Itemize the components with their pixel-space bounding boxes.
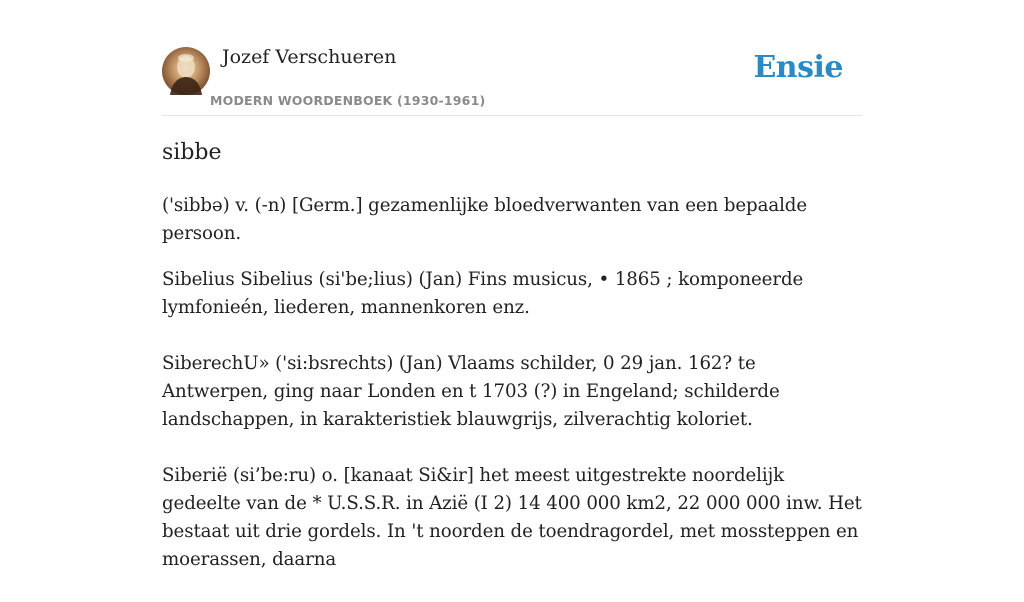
definition-text: ('sibbə) v. (-n) [Germ.] gezamenlijke bloedverwanten van een bepaalde persoon. <box>162 195 807 244</box>
author-avatar[interactable] <box>162 47 210 95</box>
header-divider <box>162 115 862 116</box>
author-portrait-icon <box>162 47 210 95</box>
source-title[interactable]: MODERN WOORDENBOEK (1930-1961) <box>210 93 486 108</box>
article-body <box>162 192 867 602</box>
entry-paragraph: Siberië (si’be:ru) o. [kanaat Si&ir] het meest uitgestrekte noordelijk gedeelte van de * U.S.S.R. in Azië (I 2) 14 400 000 km2, 22 000 000 inw. Het bestaat uit drie gordels. In 't noorden de toendragordel, met mossteppen en moerassen, daarna <box>162 465 862 570</box>
entry-paragraph: Sibelius Sibelius (si'be;lius) (Jan) Fins musicus, • 1865 ; komponeerde lymfonieén, liederen, mannenkoren enz. <box>162 269 804 318</box>
entry-paragraph: SiberechU» ('si:bsrechts) (Jan) Vlaams schilder, 0 29 jan. 162? te Antwerpen, ging naar Londen en t 1703 (?) in Engeland; schilderde landschappen, in karakteristiek blauwgrijs, zilverachtig koloriet. <box>162 353 780 430</box>
author-name[interactable]: Jozef Verschueren <box>222 46 397 68</box>
ensie-logo-link[interactable]: Ensie <box>753 50 843 85</box>
headword-title: sibbe <box>162 140 222 165</box>
